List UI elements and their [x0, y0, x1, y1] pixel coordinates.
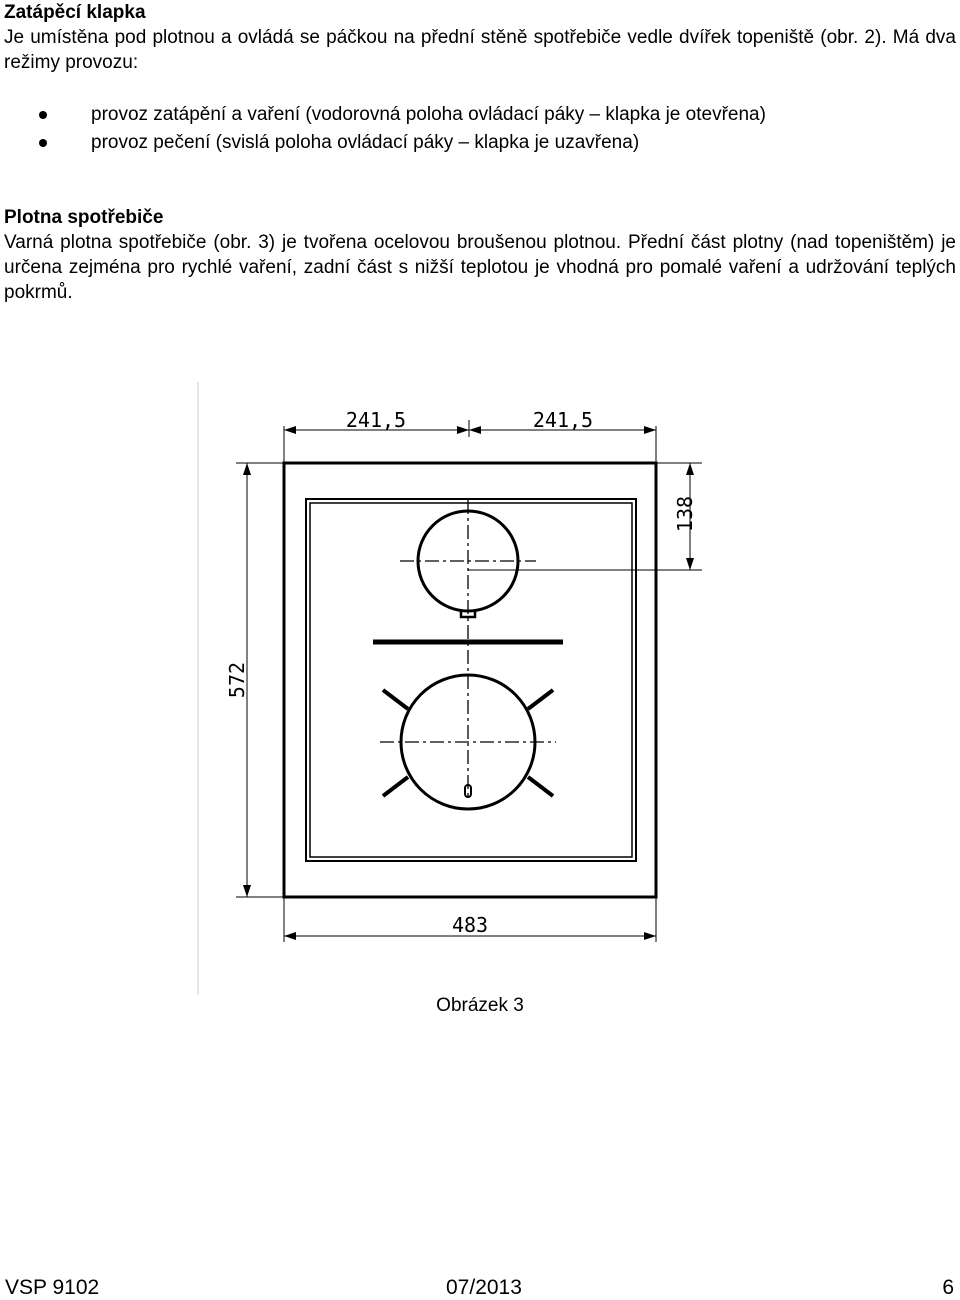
arrowhead: [243, 885, 251, 897]
heading-hotplate: Plotna spotřebiče: [4, 207, 164, 228]
bullet-icon: [39, 139, 47, 147]
list-item-text: provoz zatápění a vaření (vodorovná poloha ovládací páky – klapka je otevřena): [91, 104, 766, 125]
page-footer: [0, 1276, 960, 1300]
plate-inner-outline: [306, 499, 636, 861]
footer-date: 07/2013: [446, 1276, 522, 1299]
section-flue-damper: [4, 0, 956, 75]
heading-flue-damper: Zatápěcí klapka: [4, 2, 146, 23]
arrowhead: [644, 932, 656, 940]
dim-label-top-right: 241,5: [532, 408, 594, 432]
arrowhead: [457, 426, 469, 434]
dim-label-top-left: 241,5: [345, 408, 407, 432]
arrowhead: [686, 558, 694, 570]
dim-label-left: 572: [225, 661, 249, 699]
figure-caption: Obrázek 3: [436, 995, 524, 1016]
list-item-text: provoz pečení (svislá poloha ovládací páky – klapka je uzavřena): [91, 132, 640, 153]
burner-spoke: [383, 777, 408, 796]
arrowhead: [644, 426, 656, 434]
plate-outer-outline: [284, 463, 656, 897]
arrowhead: [284, 932, 296, 940]
arrowhead: [469, 426, 481, 434]
list-item: [38, 129, 956, 157]
operating-modes-list: [38, 101, 956, 157]
arrowhead: [686, 463, 694, 475]
burner-spoke: [528, 690, 553, 709]
hotplate-drawing: [196, 380, 756, 995]
section-hotplate: [4, 205, 956, 305]
paragraph-flue-damper: Je umístěna pod plotnou a ovládá se páčkou na přední stěně spotřebiče vedle dvířek topeniště (obr. 2). Má dva režimy provozu:: [4, 27, 956, 73]
bullet-icon: [39, 111, 47, 119]
arrowhead: [243, 463, 251, 475]
plate-inner-bevel: [310, 503, 632, 857]
footer-model: VSP 9102: [5, 1276, 100, 1299]
dim-label-right: 138: [673, 495, 697, 533]
arrowhead: [284, 426, 296, 434]
footer-page-number: 6: [942, 1276, 954, 1299]
paragraph-hotplate: Varná plotna spotřebiče (obr. 3) je tvořena ocelovou broušenou plotnou. Přední část plotny (nad topeništěm) je určena zejména pro rychlé vaření, zadní část s nižší teplotou je vhodná pro pomalé vaření a udržování teplých pokrmů.: [4, 232, 956, 303]
burner-spoke: [383, 690, 408, 709]
list-item: [38, 101, 956, 129]
dim-label-bottom: 483: [451, 913, 489, 937]
burner-spoke: [528, 777, 553, 796]
